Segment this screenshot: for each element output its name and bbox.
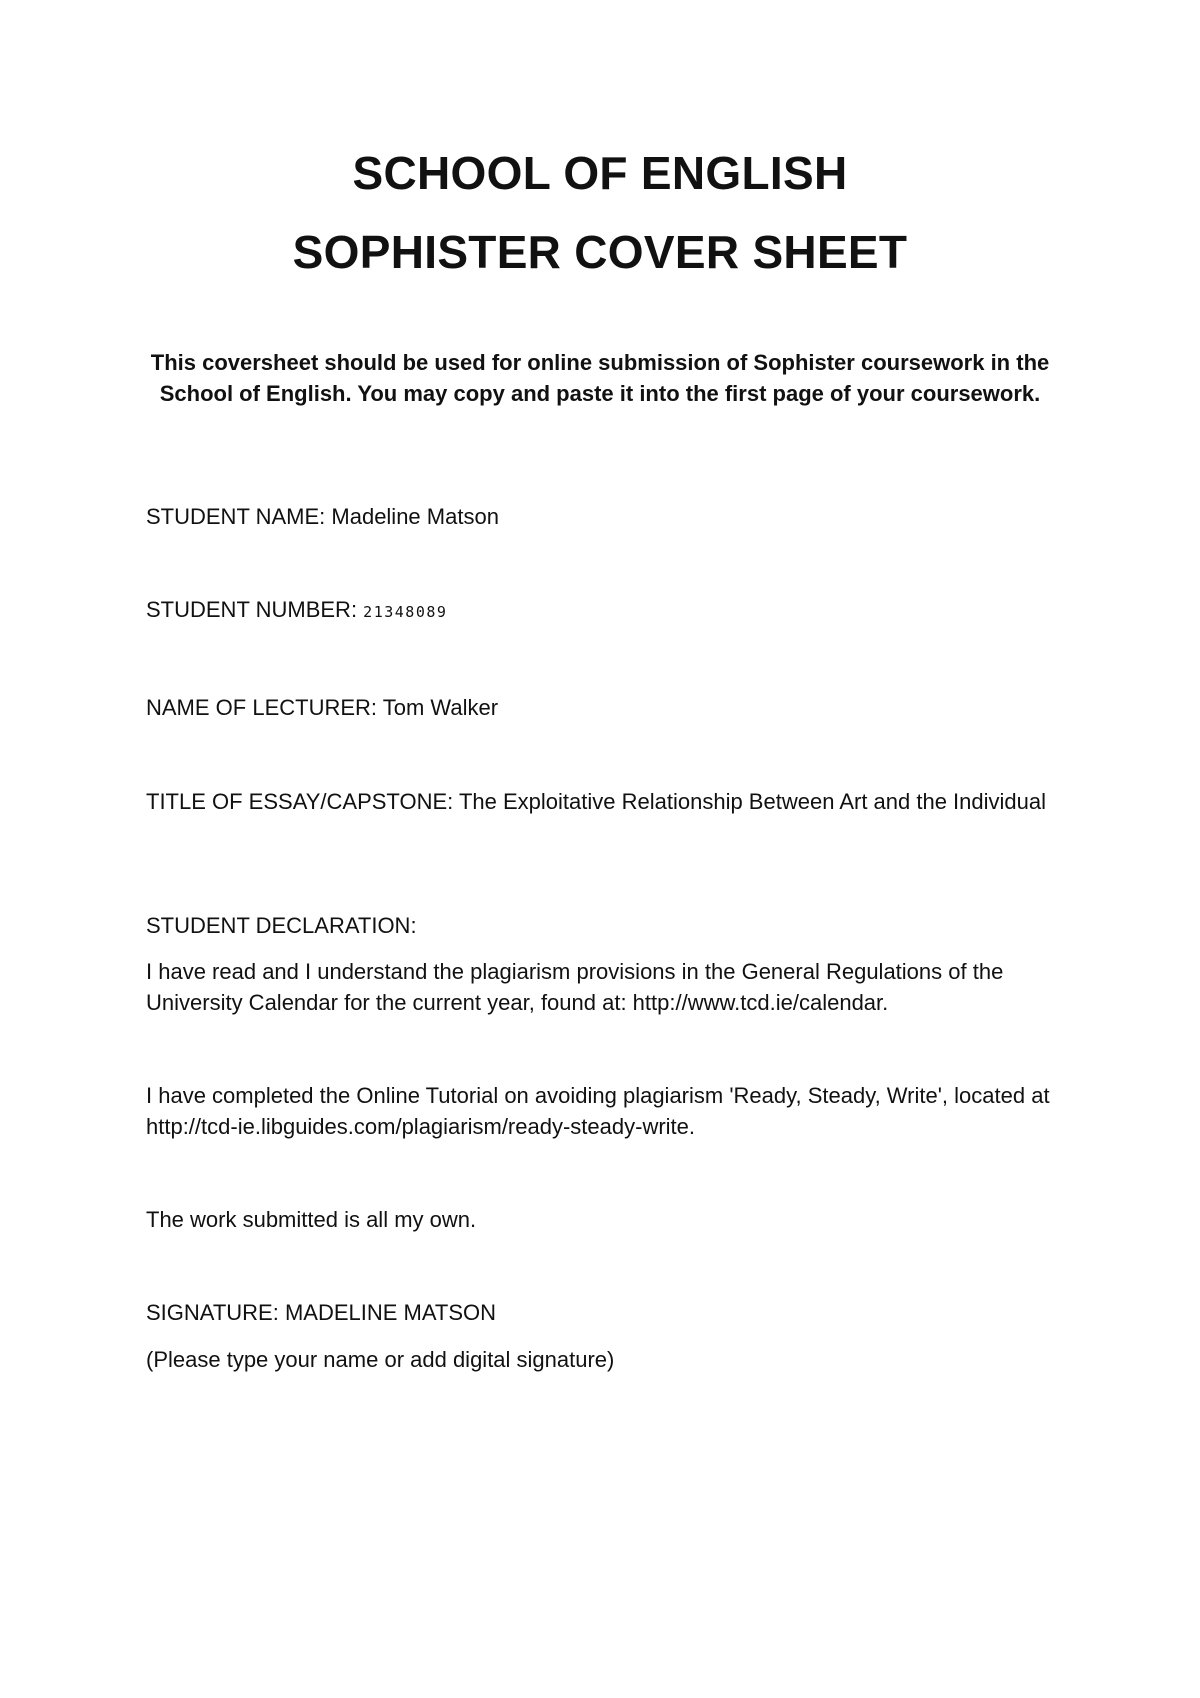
essay-title-value: The Exploitative Relationship Between Art and the Individual: [458, 789, 1047, 814]
student-number-value: 21348089: [363, 603, 448, 621]
signature-value: MADELINE MATSON: [284, 1300, 497, 1325]
lecturer-row: [146, 692, 1076, 723]
declaration-paragraph-tutorial: I have completed the Online Tutorial on avoiding plagiarism 'Ready, Steady, Write', located at http://tcd-ie.libguides.com/plagiarism/ready-steady-write.: [146, 1083, 1050, 1139]
declaration-paragraph-own-work: The work submitted is all my own.: [146, 1207, 477, 1232]
intro-text: This coversheet should be used for online submission of Sophister coursework in the School of English. You may copy and paste it into the first page of your coursework.: [150, 350, 1050, 406]
declaration-paragraph-calendar: I have read and I understand the plagiarism provisions in the General Regulations of the University Calendar for the current year, found at: http://www.tcd.ie/calendar.: [146, 959, 1004, 1015]
school-heading: SCHOOL OF ENGLISH: [352, 147, 848, 199]
student-name-label: STUDENT NAME:: [146, 504, 332, 529]
essay-title-row: [146, 786, 1076, 817]
student-number-row: [146, 594, 1076, 628]
lecturer-label: NAME OF LECTURER:: [146, 695, 383, 720]
signature-note: (Please type your name or add digital signature): [146, 1347, 615, 1372]
student-number-label: STUDENT NUMBER:: [146, 597, 364, 622]
lecturer-value: Tom Walker: [382, 695, 499, 720]
essay-title-label: TITLE OF ESSAY/CAPSTONE:: [146, 789, 459, 814]
signature-label: SIGNATURE:: [146, 1300, 285, 1325]
declaration-label: STUDENT DECLARATION:: [146, 913, 417, 938]
signature-row: [146, 1297, 1076, 1328]
student-name-row: [146, 501, 1076, 532]
cover-sheet-heading: SOPHISTER COVER SHEET: [292, 226, 908, 278]
student-name-value: Madeline Matson: [331, 504, 499, 529]
